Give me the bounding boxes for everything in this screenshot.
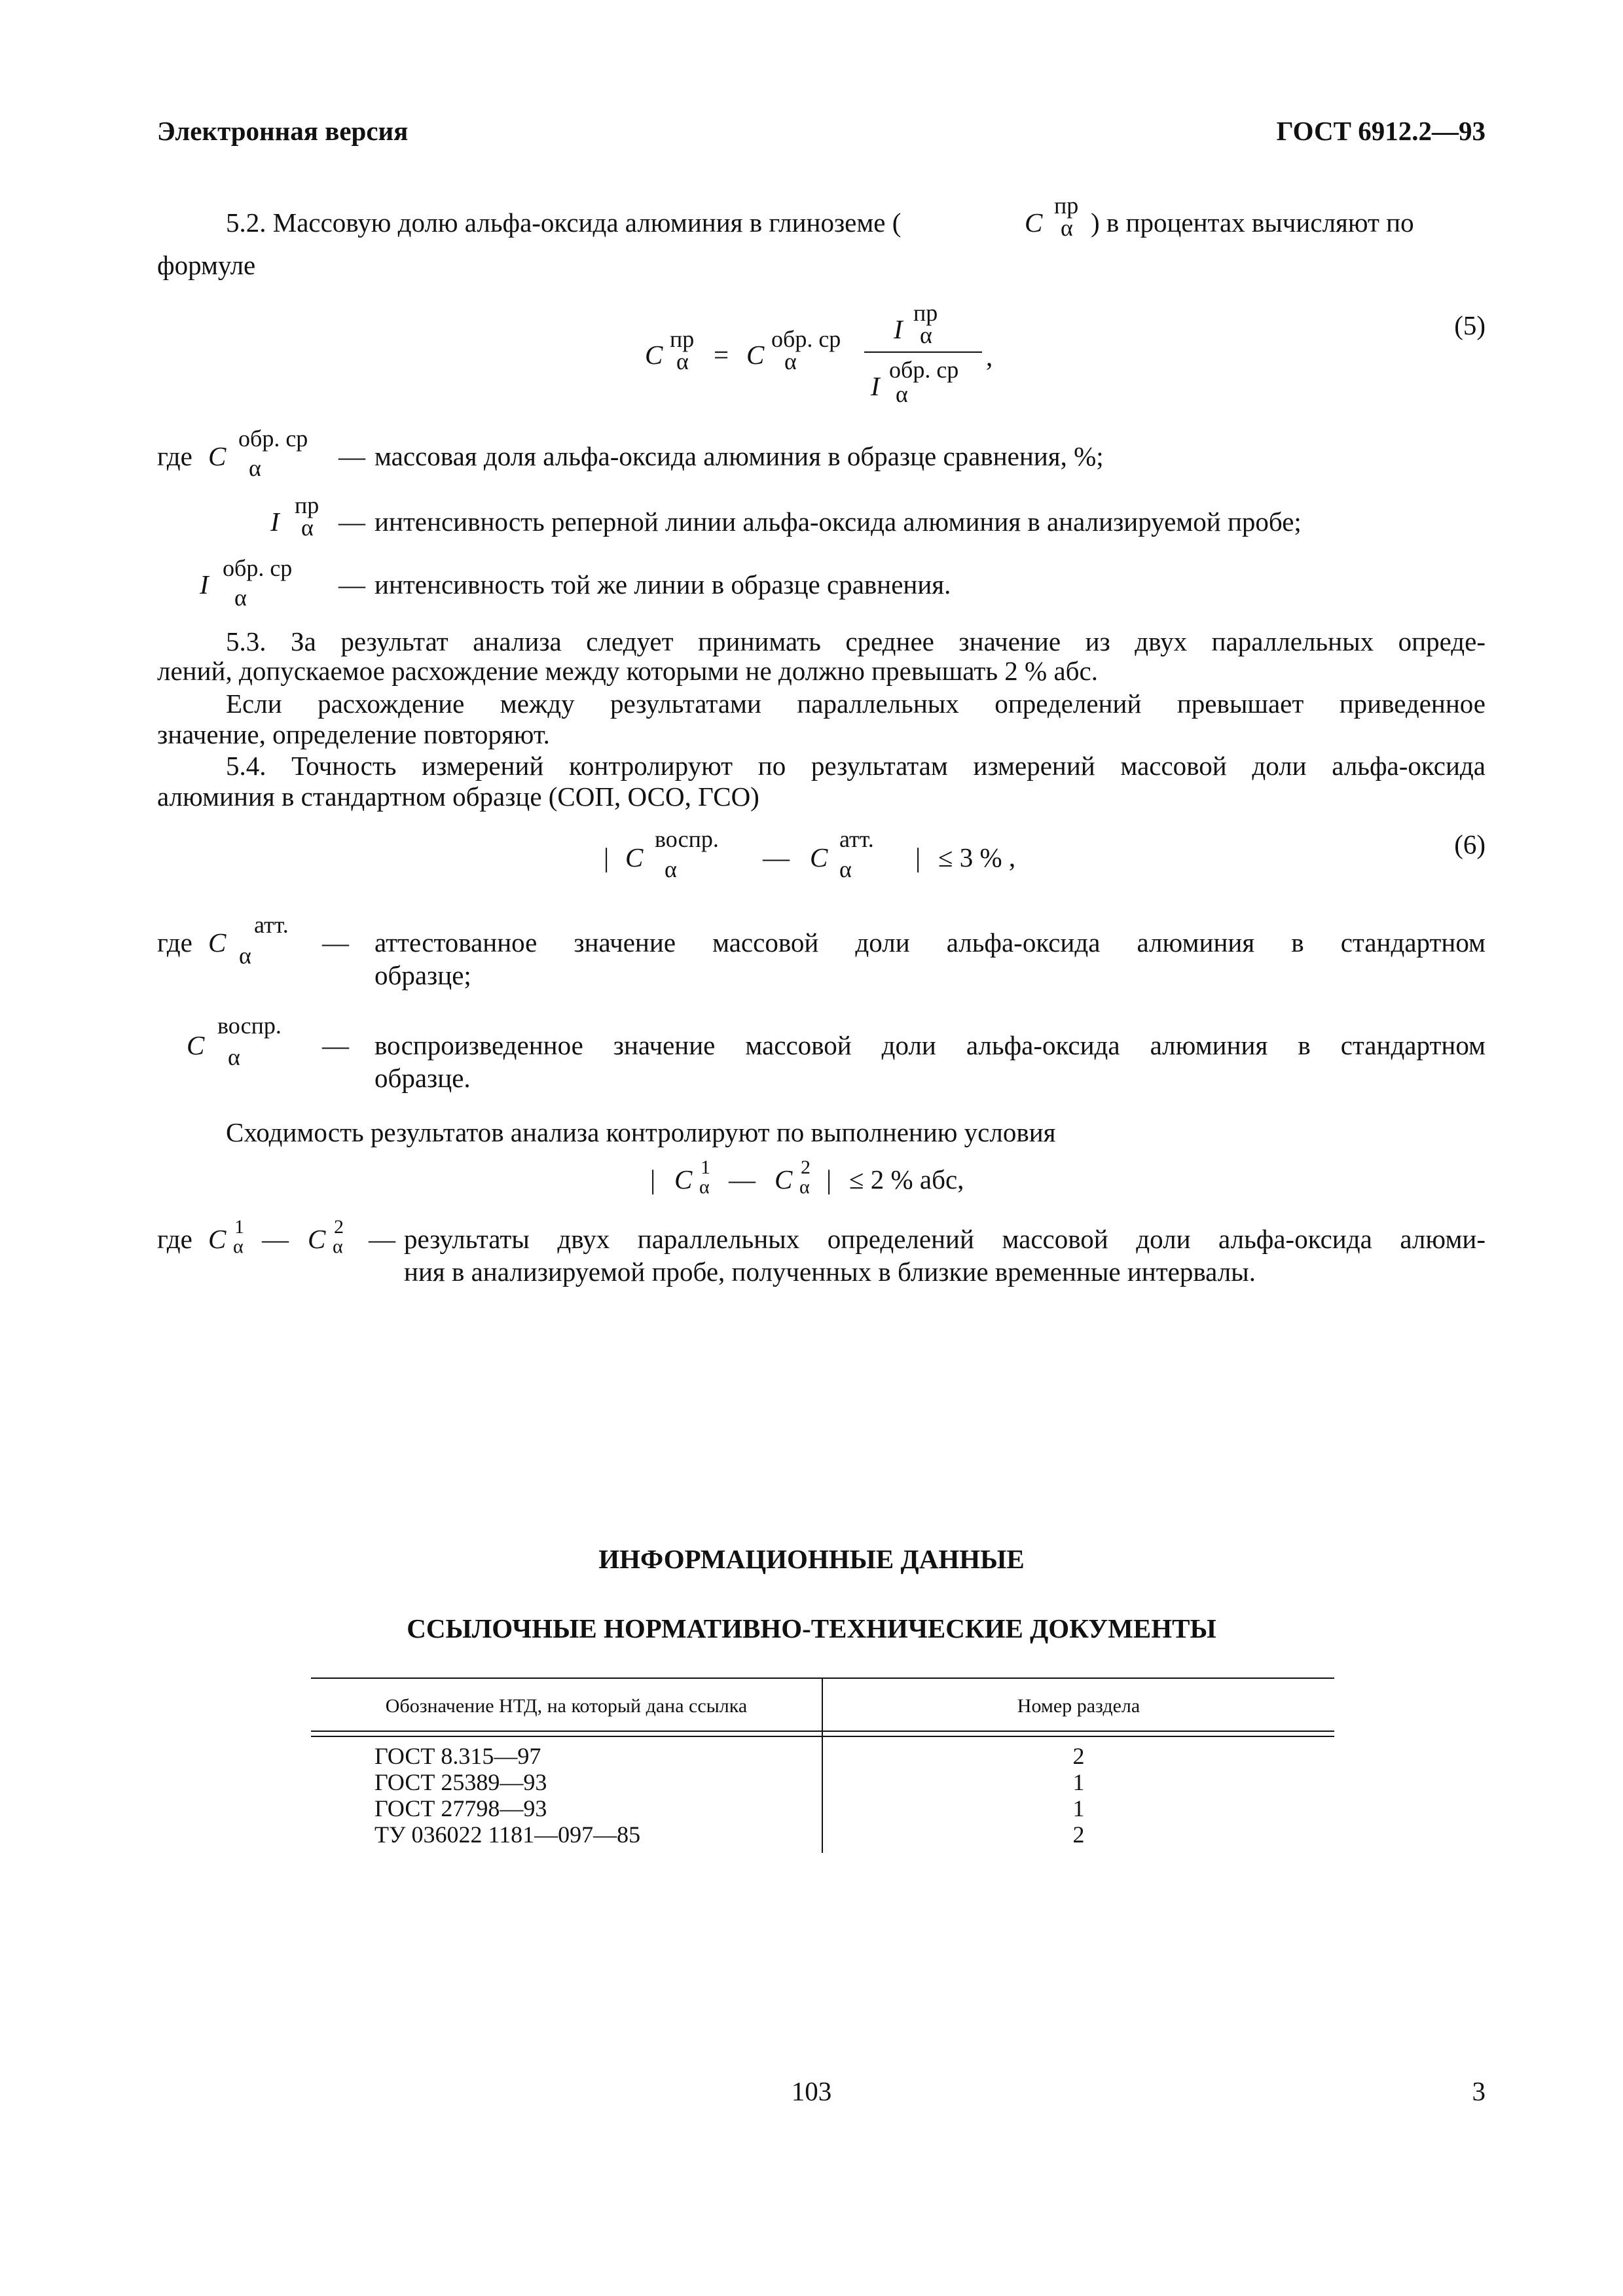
where2-C-att: C	[208, 927, 227, 958]
p53-line3: Если расхождение между результатами параллельных определений превышает приведенное	[226, 689, 1486, 719]
fc-sub-alpha-2: α	[799, 1176, 810, 1198]
where2-vospr-sup: воспр.	[217, 1013, 282, 1039]
table-header-designation: Обозначение НТД, на который дана ссылка	[385, 1695, 748, 1717]
fc-sub-alpha-1: α	[699, 1176, 710, 1198]
f6-sub-alpha-2: α	[839, 856, 852, 882]
eq-number-5: (5)	[1454, 310, 1486, 340]
where2-def-vospr-1: воспроизведенное значение массовой доли альфа-оксида алюминия в стандартном	[374, 1030, 1486, 1060]
where3-C-1: C	[208, 1224, 227, 1254]
fc-C-2: C	[775, 1164, 793, 1194]
where1-def-3: интенсивность той же линии в образце сравнения.	[374, 569, 951, 600]
where2-dash-1: —	[322, 927, 349, 958]
p54-line2: алюминия в стандартном образце (СОП, ОСО, ГСО)	[157, 781, 759, 812]
f5-num-I: I	[894, 314, 903, 344]
where3-def-2: ния в анализируемой пробе, полученных в близкие временные интервалы.	[404, 1257, 1256, 1287]
table-header-section: Номер раздела	[1017, 1695, 1140, 1717]
where2-att-sub: α	[239, 942, 251, 969]
f6-C-1: C	[625, 842, 644, 872]
p54-line1: 5.4. Точность измерений контролируют по результатам измерений массовой доли альфа-оксида	[226, 751, 1486, 781]
table-cell-section: 1	[1072, 1769, 1085, 1795]
info-subtitle: ССЫЛОЧНЫЕ НОРМАТИВНО-ТЕХНИЧЕСКИЕ ДОКУМЕНТЫ	[407, 1613, 1216, 1643]
page-number-center: 103	[791, 2076, 832, 2106]
f5-equals: =	[714, 340, 729, 370]
f5-den-sup-obr: обр. ср	[889, 357, 959, 383]
fc-minus: —	[729, 1164, 756, 1194]
where1-dash-2: —	[338, 507, 365, 537]
f5-sub-alpha: α	[676, 348, 689, 374]
fc-bar-right: |	[826, 1164, 832, 1194]
where1-def-2: интенсивность реперной линии альфа-оксида алюминия в анализируемой пробе;	[374, 507, 1302, 537]
where1-I1-sup: пр	[295, 492, 319, 518]
p52-inline-sup-pr: пр	[1054, 192, 1079, 219]
where2-gde: где	[157, 927, 192, 958]
where1-def-1: массовая доля альфа-оксида алюминия в образце сравнения, %;	[374, 441, 1104, 471]
f5-C-right: C	[746, 340, 765, 370]
f5-comma: ,	[986, 342, 993, 372]
where1-I1-sub: α	[301, 514, 314, 541]
where1-C-sub: α	[249, 455, 261, 481]
f6-bar-right: |	[915, 842, 921, 872]
where2-C-vospr: C	[187, 1030, 205, 1060]
where1-gde: где	[157, 441, 192, 471]
header-left: Электронная версия	[157, 116, 409, 146]
p52-inline-C: C	[1025, 207, 1043, 238]
f5-sub-alpha-2: α	[784, 348, 797, 374]
where1-C: C	[208, 441, 227, 471]
f6-C-2: C	[810, 842, 828, 872]
where2-def-vospr-2: образце.	[374, 1063, 471, 1093]
header-right: ГОСТ 6912.2—93	[1276, 116, 1486, 146]
fc-bar-left: |	[650, 1164, 656, 1194]
fc-C-1: C	[674, 1164, 693, 1194]
f5-den-sub-alpha: α	[896, 381, 908, 407]
f6-sup-att: атт.	[839, 826, 874, 852]
f5-num-sub-alpha: α	[920, 322, 932, 348]
p52-inline-sub-alpha: α	[1061, 215, 1073, 241]
f5-C-left: C	[645, 340, 663, 370]
where1-C-sup: обр. ср	[238, 425, 308, 452]
convergence-intro: Сходимость результатов анализа контролируют по выполнению условия	[226, 1117, 1056, 1147]
eq-number-6: (6)	[1454, 829, 1486, 859]
f5-fraction-bar	[864, 351, 982, 353]
where1-I-2: I	[200, 569, 209, 600]
f5-sup-obr: обр. ср	[771, 326, 841, 352]
where3-sub-1: α	[233, 1236, 244, 1257]
where3-sup-2: 2	[334, 1216, 344, 1238]
f5-num-sup-pr: пр	[913, 300, 938, 326]
where2-def-att-1: аттестованное значение массовой доли альфа-оксида алюминия в стандартном	[374, 927, 1486, 958]
table-cell-section: 2	[1072, 1821, 1085, 1848]
fc-sup-1: 1	[701, 1157, 710, 1178]
where3-C-2: C	[308, 1224, 326, 1254]
fc-sup-2: 2	[801, 1157, 811, 1178]
fc-le-2: ≤ 2 % абс,	[849, 1164, 964, 1194]
where2-vospr-sub: α	[228, 1044, 240, 1070]
table-cell-designation: ТУ 036022 1181—097—85	[374, 1821, 641, 1848]
f6-sup-vospr: воспр.	[655, 826, 719, 852]
table-cell-section: 1	[1072, 1795, 1085, 1821]
p52-line1-start: 5.2. Массовую долю альфа-оксида алюминия в глиноземе (	[226, 207, 902, 238]
f6-le-3: ≤ 3 % ,	[938, 842, 1016, 872]
p53-line2: лений, допускаемое расхождение между которыми не должно превышать 2 % абс.	[157, 656, 1098, 686]
where3-sup-1: 1	[234, 1216, 244, 1238]
where1-dash-1: —	[338, 441, 365, 471]
where3-gde: где	[157, 1224, 192, 1254]
where3-dash: —	[369, 1224, 395, 1254]
where2-dash-2: —	[322, 1030, 349, 1060]
info-title: ИНФОРМАЦИОННЫЕ ДАННЫЕ	[598, 1544, 1025, 1574]
table-cell-designation: ГОСТ 25389—93	[374, 1769, 547, 1795]
where2-att-sup: атт.	[254, 912, 289, 938]
where3-minus: —	[262, 1224, 289, 1254]
where1-I2-sub: α	[234, 584, 247, 611]
f5-den-I: I	[871, 371, 880, 401]
p53-line4: значение, определение повторяют.	[157, 719, 550, 749]
p52-line1-end: ) в процентах вычисляют по	[1091, 207, 1414, 238]
p52-line2: формуле	[157, 250, 256, 280]
where1-dash-3: —	[338, 569, 365, 600]
p53-line1: 5.3. За результат анализа следует принимать среднее значение из двух параллельных опреде-	[226, 626, 1486, 656]
table-cell-designation: ГОСТ 8.315—97	[374, 1743, 541, 1769]
where1-I-1: I	[270, 507, 280, 537]
f6-bar-left: |	[604, 842, 610, 872]
where3-sub-2: α	[333, 1236, 343, 1257]
f6-sub-alpha-1: α	[665, 856, 677, 882]
f6-minus: —	[763, 842, 790, 872]
table-cell-designation: ГОСТ 27798—93	[374, 1795, 547, 1821]
f5-sup-pr: пр	[670, 326, 695, 352]
where2-def-att-2: образце;	[374, 960, 471, 990]
where3-def-1: результаты двух параллельных определений массовой доли альфа-оксида алюми-	[404, 1224, 1486, 1254]
where1-I2-sup: обр. ср	[223, 555, 293, 581]
page-number-right: 3	[1472, 2076, 1486, 2106]
table-cell-section: 2	[1072, 1743, 1085, 1769]
